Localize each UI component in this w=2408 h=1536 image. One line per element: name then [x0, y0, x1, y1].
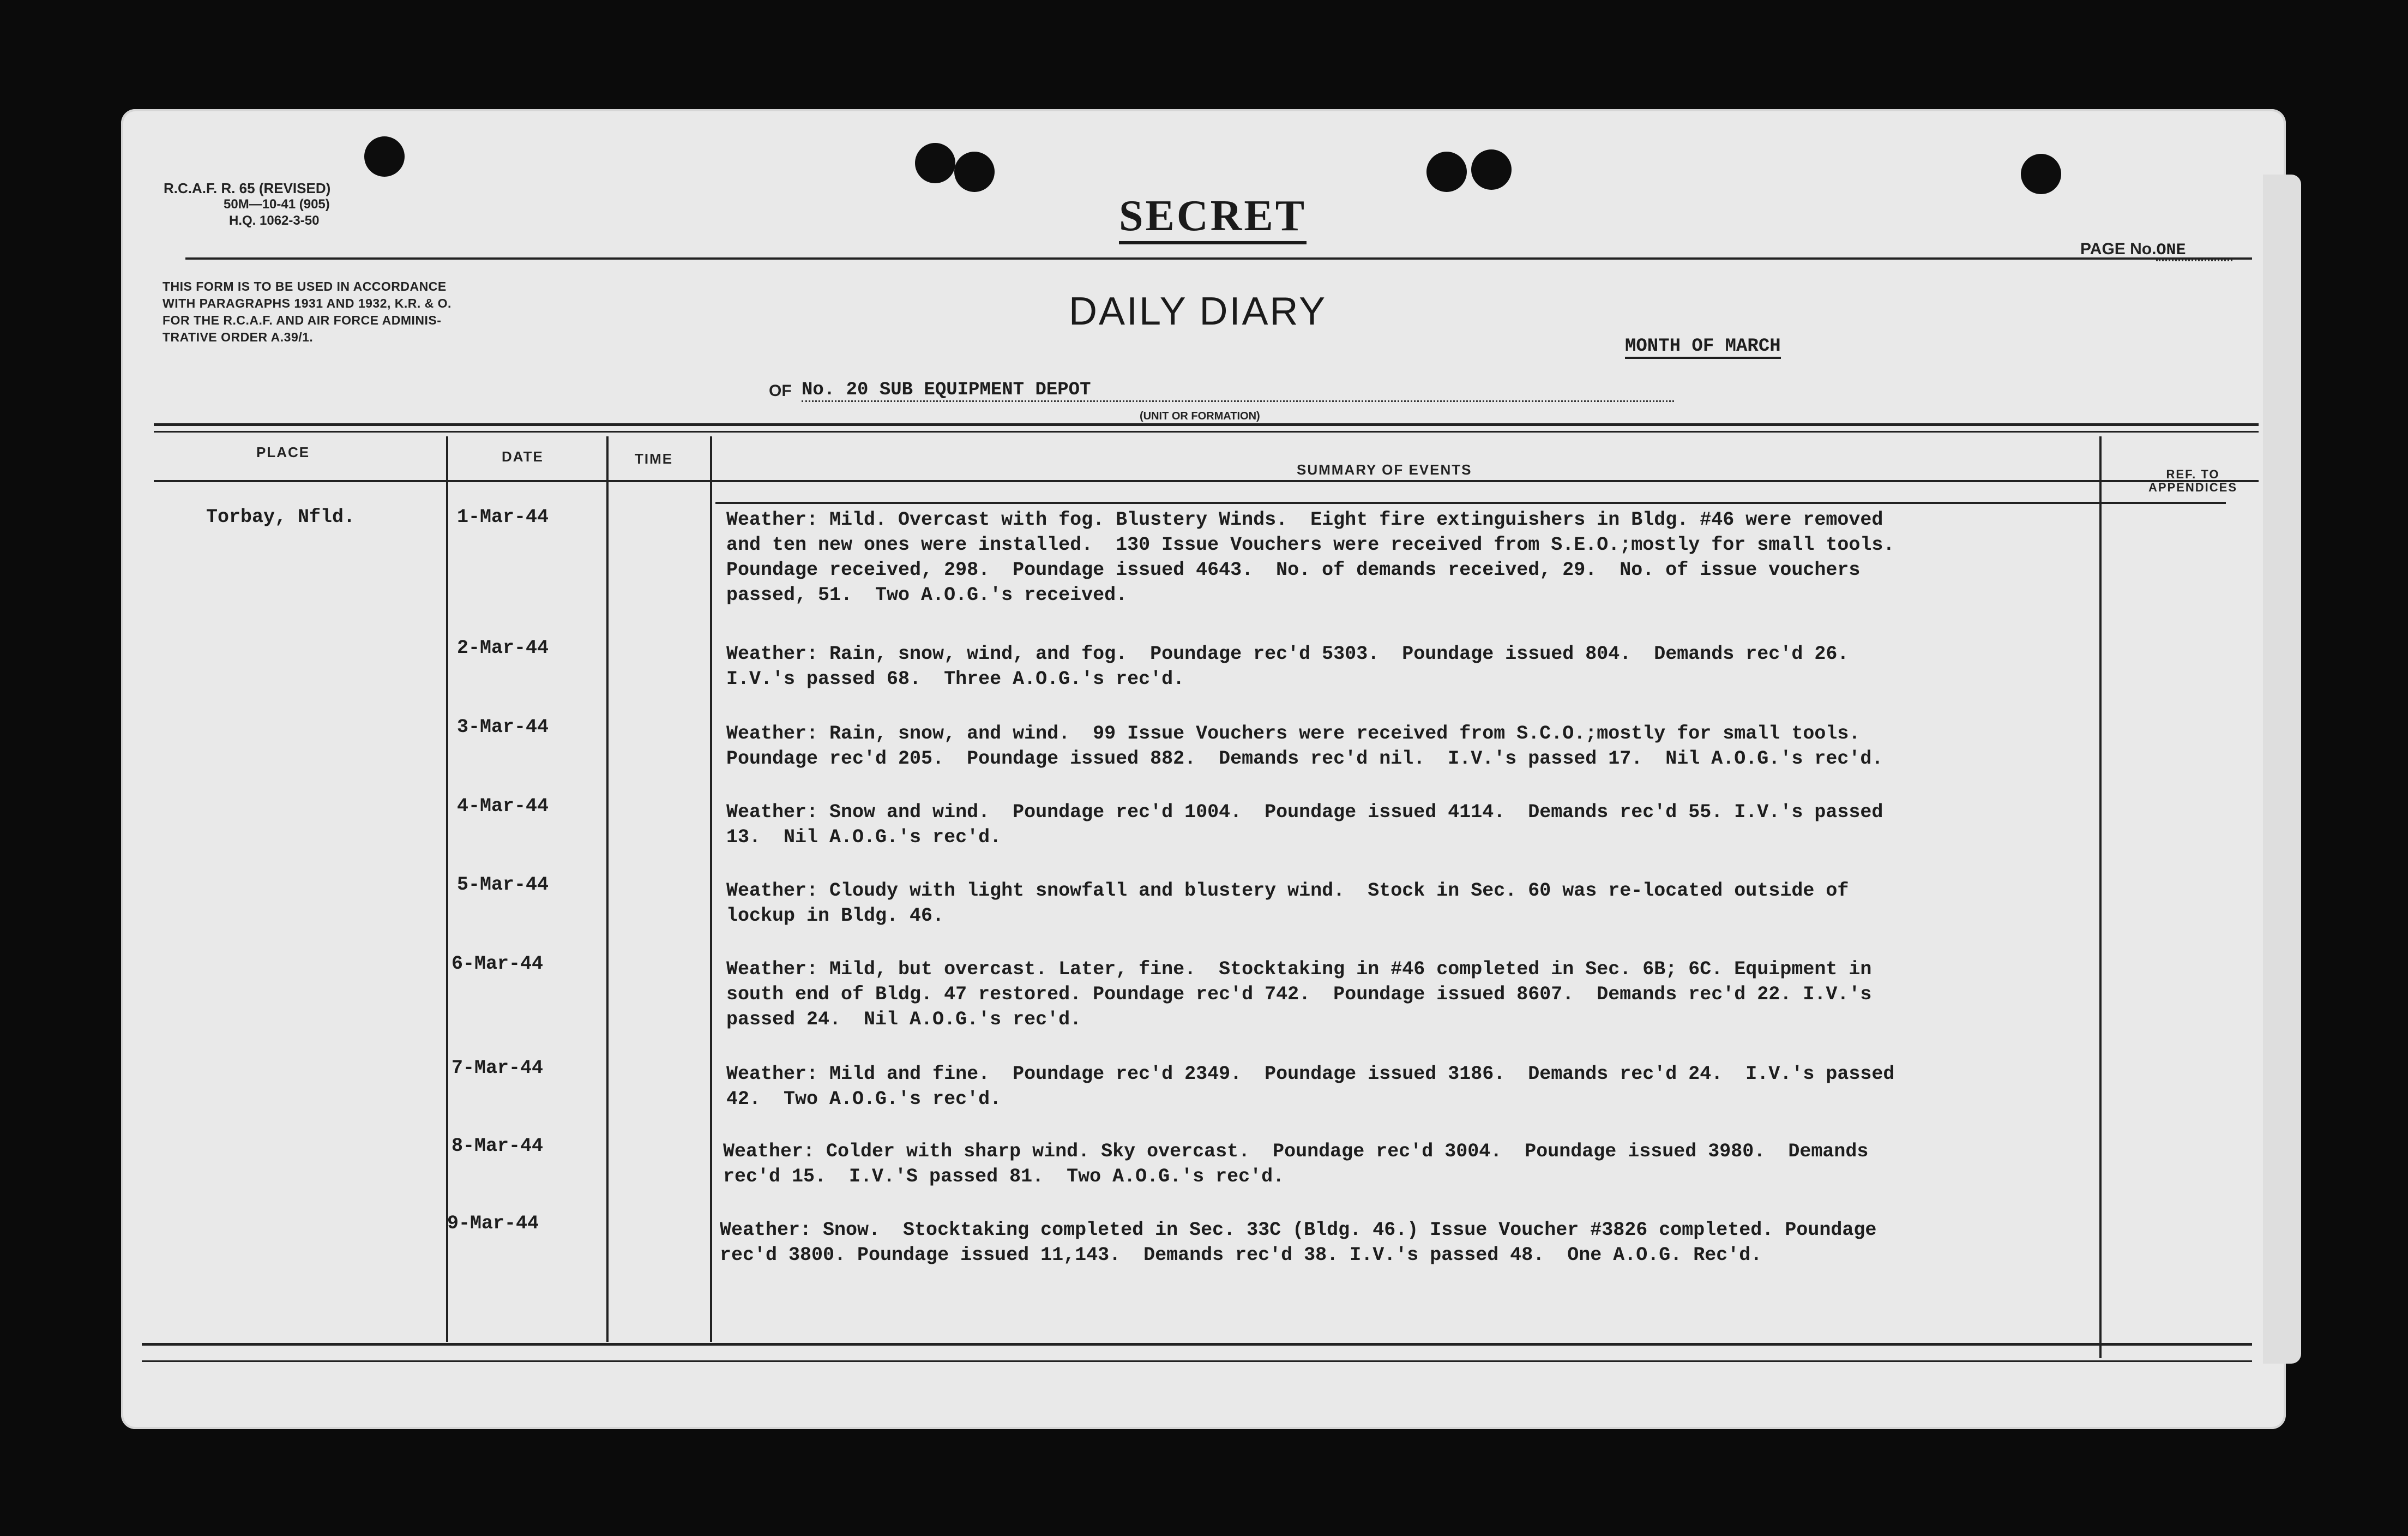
- entry-date: 8-Mar-44: [452, 1135, 544, 1157]
- column-header-place: PLACE: [256, 444, 310, 460]
- table-top-rule-2: [154, 431, 2259, 433]
- summary-head-rule: [715, 502, 2226, 504]
- column-head-rule: [154, 480, 2259, 482]
- punch-hole: [954, 152, 995, 192]
- form-instructions: [162, 278, 452, 346]
- entry-date: 4-Mar-44: [457, 795, 549, 817]
- column-divider: [446, 436, 448, 1342]
- entry-date: 2-Mar-44: [457, 637, 549, 659]
- entry-summary: Weather: Mild, but overcast. Later, fine. Stocktaking in #46 completed in Sec. 6B; 6C. Equipment in south end of Bldg. 47 restored. Poundage rec'd 742. Poundage issued 8607. Demands rec'd 22. I.V.'s passed 24. Nil A.O.G.'s rec'd.: [726, 958, 1872, 1030]
- column-header-ref-line1: REF. TO: [2166, 467, 2220, 481]
- month: MONTH OF MARCH: [1625, 336, 1781, 359]
- column-header-ref: [2148, 468, 2237, 494]
- punch-hole: [915, 143, 955, 183]
- unit-label: OF: [769, 382, 792, 400]
- column-divider: [2099, 436, 2102, 1358]
- instruction-line: THIS FORM IS TO BE USED IN ACCORDANCE: [162, 279, 447, 293]
- column-divider: [606, 436, 609, 1342]
- column-header-ref-line2: APPENDICES: [2148, 481, 2238, 494]
- page-label: PAGE No.: [2080, 240, 2157, 258]
- entry-summary: Weather: Snow and wind. Poundage rec'd 1004. Poundage issued 4114. Demands rec'd 55. I.V.'s passed 13. Nil A.O.G.'s rec'd.: [726, 801, 1883, 848]
- punch-hole: [1426, 152, 1467, 192]
- page-value: ONE: [2156, 241, 2232, 261]
- entry-summary: Weather: Mild. Overcast with fog. Blustery Winds. Eight fire extinguishers in Bldg. #46 were removed and ten new ones were installed. 130 Issue Vouchers were received from S.E.O.;mostly for small tools. Poundage received, 298. Poundage issued 4643. No. of demands received, 29. No. of issue vouchers passed, 51. Two A.O.G.'s received.: [726, 509, 1895, 606]
- column-header-time: TIME: [635, 451, 673, 467]
- entry-summary: Weather: Cloudy with light snowfall and blustery wind. Stock in Sec. 60 was re-located outside of lockup in Bldg. 46.: [726, 880, 1849, 927]
- form-title: DAILY DIARY: [1069, 290, 1327, 333]
- place-cell: Torbay, Nfld.: [206, 506, 356, 528]
- punch-hole: [1471, 149, 1512, 190]
- punch-hole: [2021, 154, 2061, 194]
- instruction-line: WITH PARAGRAPHS 1931 AND 1932, K.R. & O.: [162, 296, 452, 310]
- entry-date: 7-Mar-44: [452, 1057, 544, 1079]
- column-divider: [710, 436, 712, 1342]
- classification-heading: SECRET: [1119, 191, 1307, 244]
- instruction-line: FOR THE R.C.A.F. AND AIR FORCE ADMINIS-: [162, 313, 442, 327]
- entry-date: 9-Mar-44: [447, 1213, 539, 1234]
- form-id-line2: 50M—10-41 (905): [224, 197, 330, 212]
- entry-summary: Weather: Mild and fine. Poundage rec'd 2349. Poundage issued 3186. Demands rec'd 24. I.V.'s passed 42. Two A.O.G.'s rec'd.: [726, 1063, 1895, 1110]
- column-header-summary: SUMMARY OF EVENTS: [1297, 461, 1472, 478]
- table-bottom-rule-2: [142, 1360, 2252, 1362]
- table-top-rule: [154, 423, 2259, 426]
- form-id-line1: R.C.A.F. R. 65 (REVISED): [164, 180, 331, 196]
- sheet-tab: [2263, 175, 2301, 1364]
- entry-date: 1-Mar-44: [457, 506, 549, 528]
- table-bottom-rule: [142, 1343, 2252, 1346]
- instruction-line: TRATIVE ORDER A.39/1.: [162, 330, 314, 344]
- entry-summary: Weather: Rain, snow, and wind. 99 Issue Vouchers were received from S.C.O.;mostly for small tools. Poundage rec'd 205. Poundage issued 882. Demands rec'd nil. I.V.'s passed 17. Nil A.O.G.'s rec'd.: [726, 723, 1883, 770]
- entry-summary: Weather: Snow. Stocktaking completed in Sec. 33C (Bldg. 46.) Issue Voucher #3826 completed. Poundage rec'd 3800. Poundage issued 11,143. Demands rec'd 38. I.V.'s passed 48. One A.O.G. Rec'd.: [720, 1219, 1877, 1266]
- form-id: [164, 180, 330, 229]
- entry-date: 6-Mar-44: [452, 953, 544, 975]
- header-rule: [185, 257, 2252, 260]
- entry-summary: Weather: Rain, snow, wind, and fog. Poundage rec'd 5303. Poundage issued 804. Demands rec'd 26. I.V.'s passed 68. Three A.O.G.'s rec'd.: [726, 643, 1849, 690]
- entry-date: 5-Mar-44: [457, 874, 549, 896]
- entry-summary: Weather: Colder with sharp wind. Sky overcast. Poundage rec'd 3004. Poundage issued 3980. Demands rec'd 15. I.V.'S passed 81. Two A.O.G.'s rec'd.: [723, 1141, 1869, 1187]
- unit-caption: (UNIT OR FORMATION): [1140, 410, 1260, 422]
- entry-date: 3-Mar-44: [457, 716, 549, 738]
- punch-hole: [364, 136, 405, 177]
- unit-name: No. 20 SUB EQUIPMENT DEPOT: [802, 380, 1674, 402]
- form-id-line3: H.Q. 1062-3-50: [229, 213, 320, 228]
- column-header-date: DATE: [502, 448, 544, 465]
